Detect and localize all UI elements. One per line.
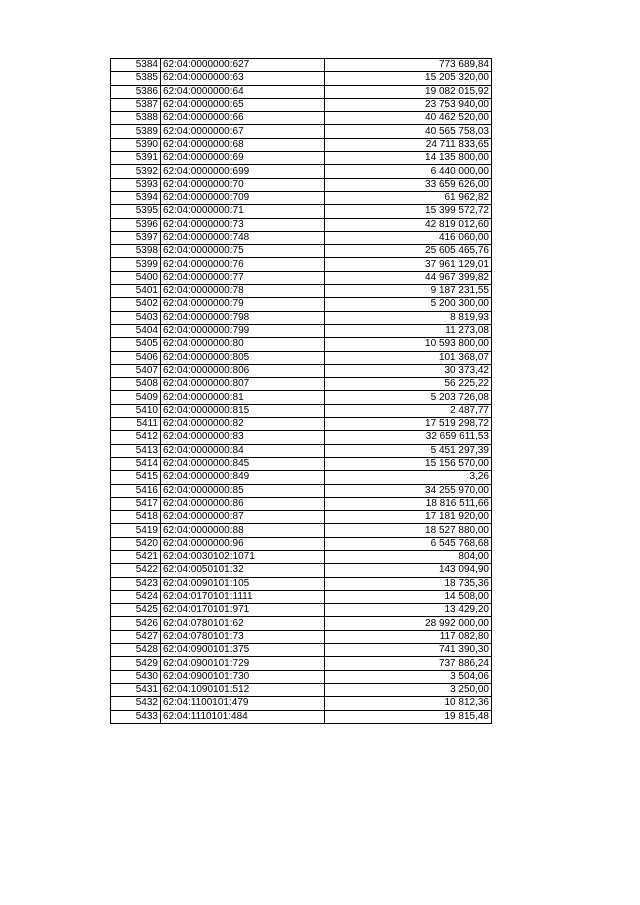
row-number-cell: 5432 (111, 697, 161, 710)
table-row (111, 231, 492, 244)
table-row (111, 391, 492, 404)
table-row (111, 98, 492, 111)
value-cell: 14 508,00 (325, 590, 492, 603)
row-number-cell: 5411 (111, 418, 161, 431)
table-row (111, 125, 492, 138)
row-number-cell: 5398 (111, 245, 161, 258)
cadastral-number-cell: 62:04:0000000:64 (161, 85, 325, 98)
table-row (111, 564, 492, 577)
table-row (111, 471, 492, 484)
row-number-cell: 5392 (111, 165, 161, 178)
table-row (111, 404, 492, 417)
value-cell: 30 373,42 (325, 364, 492, 377)
cadastral-number-cell: 62:04:0000000:73 (161, 218, 325, 231)
row-number-cell: 5425 (111, 604, 161, 617)
table-row (111, 271, 492, 284)
value-cell: 6 440 000,00 (325, 165, 492, 178)
table-row (111, 630, 492, 643)
value-cell: 28 992 000,00 (325, 617, 492, 630)
value-cell: 8 819,93 (325, 311, 492, 324)
value-cell: 18 735,36 (325, 577, 492, 590)
value-cell: 737 886,24 (325, 657, 492, 670)
value-cell: 32 659 611,53 (325, 431, 492, 444)
value-cell: 40 462 520,00 (325, 112, 492, 125)
table-row (111, 431, 492, 444)
value-cell: 42 819 012,60 (325, 218, 492, 231)
value-cell: 10 593 800,00 (325, 338, 492, 351)
table-row (111, 178, 492, 191)
value-cell: 3 250,00 (325, 683, 492, 696)
table-row (111, 511, 492, 524)
row-number-cell: 5418 (111, 511, 161, 524)
row-number-cell: 5393 (111, 178, 161, 191)
cadastral-number-cell: 62:04:0000000:806 (161, 364, 325, 377)
cadastral-number-cell: 62:04:0780101:73 (161, 630, 325, 643)
row-number-cell: 5402 (111, 298, 161, 311)
row-number-cell: 5391 (111, 152, 161, 165)
table-row (111, 311, 492, 324)
cadastral-number-cell: 62:04:0900101:375 (161, 644, 325, 657)
value-cell: 61 962,82 (325, 191, 492, 204)
cadastral-number-cell: 62:04:0000000:845 (161, 457, 325, 470)
table-row (111, 524, 492, 537)
value-cell: 23 753 940,00 (325, 98, 492, 111)
row-number-cell: 5394 (111, 191, 161, 204)
table-row (111, 457, 492, 470)
row-number-cell: 5395 (111, 205, 161, 218)
row-number-cell: 5396 (111, 218, 161, 231)
table-row (111, 138, 492, 151)
row-number-cell: 5390 (111, 138, 161, 151)
row-number-cell: 5427 (111, 630, 161, 643)
cadastral-number-cell: 62:04:0000000:80 (161, 338, 325, 351)
value-cell: 19 815,48 (325, 710, 492, 723)
table-body (111, 59, 492, 724)
row-number-cell: 5388 (111, 112, 161, 125)
row-number-cell: 5423 (111, 577, 161, 590)
cadastral-value-table (110, 58, 492, 724)
table-row (111, 59, 492, 72)
cadastral-number-cell: 62:04:0000000:85 (161, 484, 325, 497)
cadastral-number-cell: 62:04:0000000:627 (161, 59, 325, 72)
cadastral-number-cell: 62:04:0000000:78 (161, 285, 325, 298)
value-cell: 19 082 015,92 (325, 85, 492, 98)
value-cell: 741 390,30 (325, 644, 492, 657)
table-row (111, 484, 492, 497)
cadastral-number-cell: 62:04:0000000:699 (161, 165, 325, 178)
value-cell: 117 082,80 (325, 630, 492, 643)
cadastral-number-cell: 62:04:0000000:805 (161, 351, 325, 364)
value-cell: 15 205 320,00 (325, 72, 492, 85)
value-cell: 15 156 570,00 (325, 457, 492, 470)
cadastral-number-cell: 62:04:0780101:62 (161, 617, 325, 630)
row-number-cell: 5408 (111, 378, 161, 391)
value-cell: 2 487,77 (325, 404, 492, 417)
cadastral-number-cell: 62:04:0000000:81 (161, 391, 325, 404)
value-cell: 3,26 (325, 471, 492, 484)
cadastral-number-cell: 62:04:0000000:68 (161, 138, 325, 151)
value-cell: 773 689,84 (325, 59, 492, 72)
cadastral-number-cell: 62:04:0000000:70 (161, 178, 325, 191)
row-number-cell: 5407 (111, 364, 161, 377)
value-cell: 13 429,20 (325, 604, 492, 617)
cadastral-number-cell: 62:04:0000000:709 (161, 191, 325, 204)
value-cell: 18 527 880,00 (325, 524, 492, 537)
value-cell: 44 967 399,82 (325, 271, 492, 284)
row-number-cell: 5422 (111, 564, 161, 577)
row-number-cell: 5397 (111, 231, 161, 244)
row-number-cell: 5419 (111, 524, 161, 537)
cadastral-number-cell: 62:04:0000000:82 (161, 418, 325, 431)
table-row (111, 497, 492, 510)
value-cell: 37 961 129,01 (325, 258, 492, 271)
value-cell: 17 181 920,00 (325, 511, 492, 524)
row-number-cell: 5405 (111, 338, 161, 351)
cadastral-number-cell: 62:04:0000000:66 (161, 112, 325, 125)
table-row (111, 550, 492, 563)
value-cell: 9 187 231,55 (325, 285, 492, 298)
cadastral-number-cell: 62:04:0000000:748 (161, 231, 325, 244)
value-cell: 143 094,90 (325, 564, 492, 577)
value-cell: 33 659 626,00 (325, 178, 492, 191)
value-cell: 18 816 511,66 (325, 497, 492, 510)
cadastral-number-cell: 62:04:0000000:88 (161, 524, 325, 537)
value-cell: 25 605 465,76 (325, 245, 492, 258)
table-row (111, 285, 492, 298)
row-number-cell: 5399 (111, 258, 161, 271)
row-number-cell: 5412 (111, 431, 161, 444)
table-row (111, 72, 492, 85)
table-row (111, 245, 492, 258)
row-number-cell: 5428 (111, 644, 161, 657)
cadastral-number-cell: 62:04:0000000:815 (161, 404, 325, 417)
table-row (111, 670, 492, 683)
cadastral-number-cell: 62:04:0000000:798 (161, 311, 325, 324)
cadastral-number-cell: 62:04:0000000:75 (161, 245, 325, 258)
table-row (111, 112, 492, 125)
table-row (111, 191, 492, 204)
row-number-cell: 5384 (111, 59, 161, 72)
cadastral-number-cell: 62:04:0000000:71 (161, 205, 325, 218)
table-row (111, 298, 492, 311)
cadastral-number-cell: 62:04:0050101:32 (161, 564, 325, 577)
table-row (111, 218, 492, 231)
row-number-cell: 5415 (111, 471, 161, 484)
cadastral-number-cell: 62:04:0000000:79 (161, 298, 325, 311)
cadastral-number-cell: 62:04:0090101:105 (161, 577, 325, 590)
table-row (111, 418, 492, 431)
table-row (111, 617, 492, 630)
row-number-cell: 5424 (111, 590, 161, 603)
cadastral-number-cell: 62:04:0000000:69 (161, 152, 325, 165)
cadastral-number-cell: 62:04:0170101:1111 (161, 590, 325, 603)
row-number-cell: 5414 (111, 457, 161, 470)
cadastral-number-cell: 62:04:1090101:512 (161, 683, 325, 696)
table-row (111, 444, 492, 457)
value-cell: 34 255 970,00 (325, 484, 492, 497)
cadastral-number-cell: 62:04:0170101:971 (161, 604, 325, 617)
row-number-cell: 5406 (111, 351, 161, 364)
value-cell: 56 225,22 (325, 378, 492, 391)
value-cell: 17 519 298,72 (325, 418, 492, 431)
cadastral-number-cell: 62:04:1100101:479 (161, 697, 325, 710)
cadastral-number-cell: 62:04:0000000:799 (161, 324, 325, 337)
row-number-cell: 5433 (111, 710, 161, 723)
value-cell: 14 135 800,00 (325, 152, 492, 165)
row-number-cell: 5409 (111, 391, 161, 404)
row-number-cell: 5413 (111, 444, 161, 457)
table-row (111, 683, 492, 696)
cadastral-number-cell: 62:04:0000000:84 (161, 444, 325, 457)
cadastral-number-cell: 62:04:0900101:729 (161, 657, 325, 670)
cadastral-number-cell: 62:04:0000000:87 (161, 511, 325, 524)
cadastral-number-cell: 62:04:0000000:96 (161, 537, 325, 550)
value-cell: 101 368,07 (325, 351, 492, 364)
value-cell: 804,00 (325, 550, 492, 563)
value-cell: 15 399 572,72 (325, 205, 492, 218)
cadastral-number-cell: 62:04:0000000:67 (161, 125, 325, 138)
cadastral-number-cell: 62:04:0000000:76 (161, 258, 325, 271)
value-cell: 416 060,00 (325, 231, 492, 244)
table-row (111, 657, 492, 670)
row-number-cell: 5429 (111, 657, 161, 670)
cadastral-number-cell: 62:04:0000000:65 (161, 98, 325, 111)
table-row (111, 697, 492, 710)
value-cell: 6 545 768,68 (325, 537, 492, 550)
table-row (111, 351, 492, 364)
row-number-cell: 5416 (111, 484, 161, 497)
value-cell: 11 273,08 (325, 324, 492, 337)
value-cell: 5 200 300,00 (325, 298, 492, 311)
cadastral-number-cell: 62:04:0000000:77 (161, 271, 325, 284)
row-number-cell: 5400 (111, 271, 161, 284)
table-row (111, 85, 492, 98)
cadastral-number-cell: 62:04:0900101:730 (161, 670, 325, 683)
row-number-cell: 5387 (111, 98, 161, 111)
table-row (111, 378, 492, 391)
table-row (111, 324, 492, 337)
row-number-cell: 5426 (111, 617, 161, 630)
row-number-cell: 5410 (111, 404, 161, 417)
row-number-cell: 5430 (111, 670, 161, 683)
value-cell: 40 565 758,03 (325, 125, 492, 138)
value-cell: 5 203 726,08 (325, 391, 492, 404)
table-row (111, 152, 492, 165)
table-row (111, 338, 492, 351)
table-row (111, 205, 492, 218)
value-cell: 10 812,36 (325, 697, 492, 710)
row-number-cell: 5403 (111, 311, 161, 324)
row-number-cell: 5431 (111, 683, 161, 696)
cadastral-number-cell: 62:04:0030102:1071 (161, 550, 325, 563)
cadastral-number-cell: 62:04:1110101:484 (161, 710, 325, 723)
row-number-cell: 5386 (111, 85, 161, 98)
cadastral-number-cell: 62:04:0000000:83 (161, 431, 325, 444)
table-row (111, 364, 492, 377)
table-row (111, 577, 492, 590)
cadastral-number-cell: 62:04:0000000:63 (161, 72, 325, 85)
table-row (111, 644, 492, 657)
table-row (111, 710, 492, 723)
row-number-cell: 5420 (111, 537, 161, 550)
cadastral-number-cell: 62:04:0000000:849 (161, 471, 325, 484)
row-number-cell: 5385 (111, 72, 161, 85)
row-number-cell: 5404 (111, 324, 161, 337)
table-row (111, 258, 492, 271)
value-cell: 5 451 297,39 (325, 444, 492, 457)
row-number-cell: 5421 (111, 550, 161, 563)
row-number-cell: 5389 (111, 125, 161, 138)
table-row (111, 165, 492, 178)
cadastral-number-cell: 62:04:0000000:807 (161, 378, 325, 391)
value-cell: 24 711 833,65 (325, 138, 492, 151)
table-row (111, 590, 492, 603)
row-number-cell: 5401 (111, 285, 161, 298)
row-number-cell: 5417 (111, 497, 161, 510)
table-row (111, 604, 492, 617)
table-row (111, 537, 492, 550)
value-cell: 3 504,06 (325, 670, 492, 683)
cadastral-number-cell: 62:04:0000000:86 (161, 497, 325, 510)
